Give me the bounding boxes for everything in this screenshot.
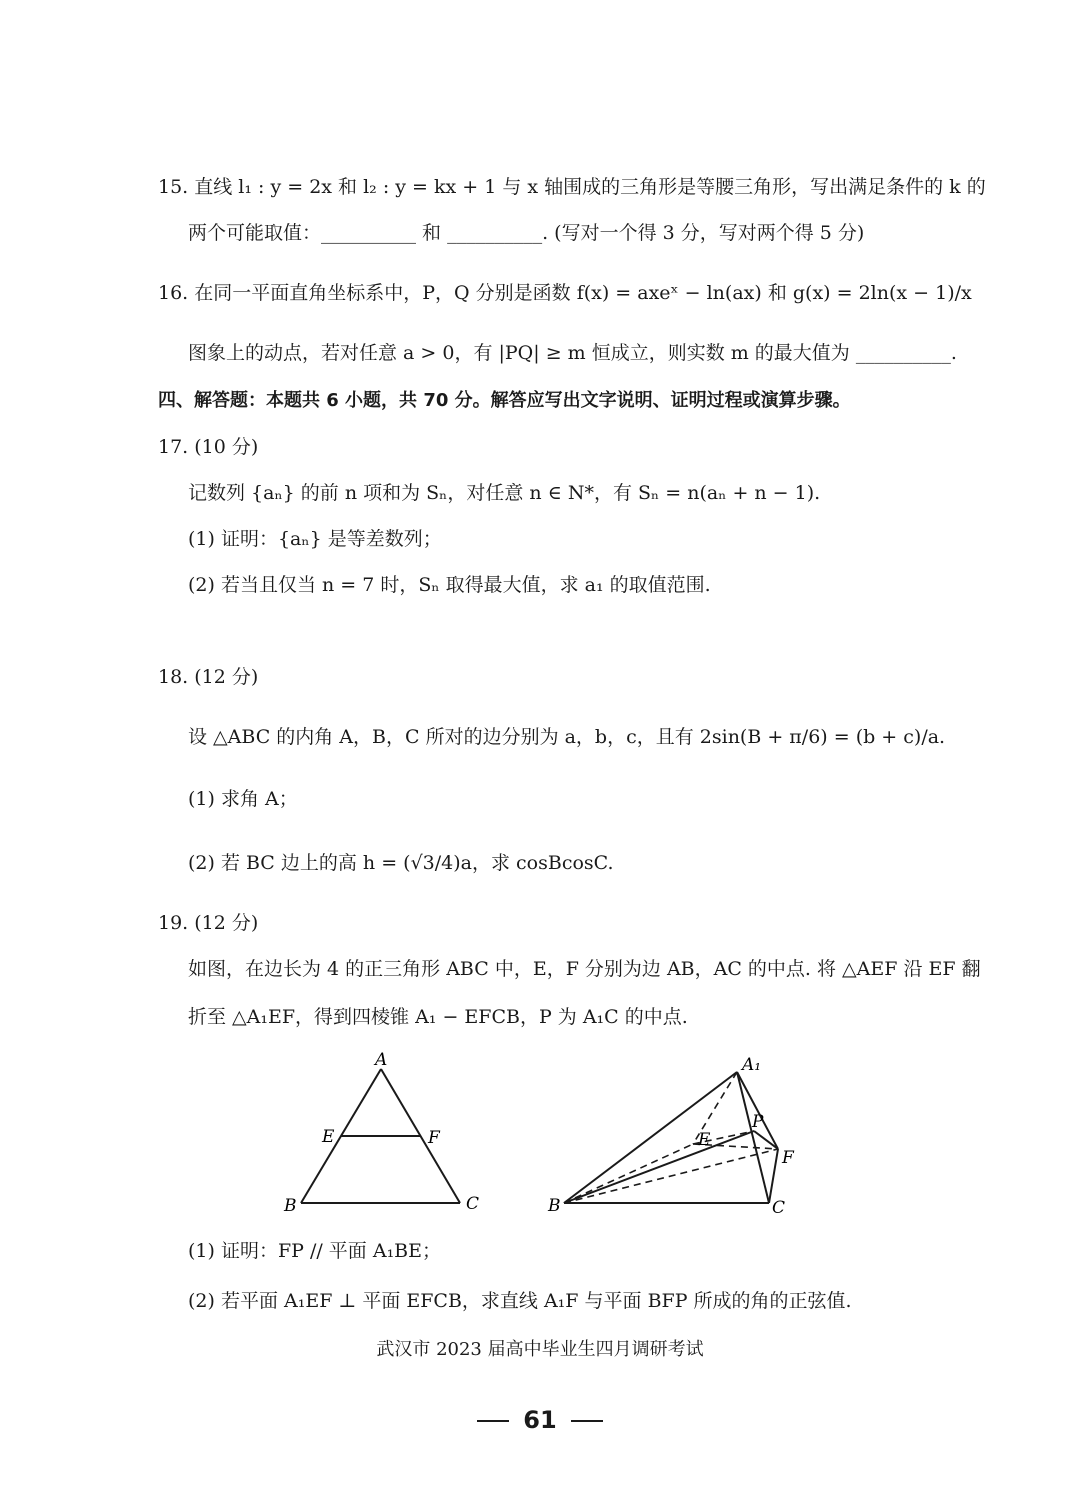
q17-part1: (1) 证明：{aₙ} 是等差数列；: [188, 528, 442, 550]
right-dash: [571, 1420, 603, 1422]
q17-part2: (2) 若当且仅当 n = 7 时，Sₙ 取得最大值，求 a₁ 的取值范围.: [188, 574, 711, 596]
q18-part2: (2) 若 BC 边上的高 h = (√3/4)a，求 cosBcosC.: [188, 852, 614, 874]
q17-heading: 17. (10 分): [158, 436, 259, 458]
section-four-heading: 四、解答题：本题共 6 小题，共 70 分。解答应写出文字说明、证明过程或演算步骤。: [158, 390, 851, 411]
figure-triangle: [270, 1045, 500, 1220]
page-number: 61: [523, 1406, 557, 1434]
q15-line2: 两个可能取值：__________ 和 __________. (写对一个得 3 分，写对两个得 5 分): [188, 222, 865, 244]
label-c: C: [772, 1198, 786, 1218]
q16-line1: 16. 在同一平面直角坐标系中，P，Q 分别是函数 f(x) = axeˣ − ln(ax) 和 g(x) = 2ln(x − 1)/x: [158, 282, 972, 304]
label-a1: A₁: [742, 1055, 762, 1075]
label-e: E: [698, 1130, 711, 1150]
q16-line2: 图象上的动点，若对任意 a > 0，有 |PQ| ≥ m 恒成立，则实数 m 的最大值为 __________.: [188, 342, 957, 364]
exam-footer: 武汉市 2023 届高中毕业生四月调研考试: [376, 1339, 704, 1360]
q19-heading: 19. (12 分): [158, 912, 259, 934]
segment-pf: [754, 1131, 778, 1149]
q19-part2: (2) 若平面 A₁EF ⊥ 平面 EFCB，求直线 A₁F 与平面 BFP 所成的角的正弦值.: [188, 1290, 852, 1312]
edge-fc: [769, 1149, 778, 1203]
label-e: E: [322, 1127, 335, 1147]
label-b: B: [284, 1196, 297, 1216]
page-number-block: [0, 1406, 1080, 1434]
q15-line1: 15. 直线 l₁ : y = 2x 和 l₂ : y = kx + 1 与 x 轴围成的三角形是等腰三角形，写出满足条件的 k 的: [158, 176, 986, 198]
edge-a1f: [737, 1072, 778, 1149]
q18-stem: 设 △ABC 的内角 A，B，C 所对的边分别为 a，b，c，且有 2sin(B + π/6) = (b + c)/a.: [188, 726, 946, 748]
label-a: A: [375, 1050, 388, 1070]
edge-a1b: [564, 1072, 737, 1203]
q19-stem-line1: 如图，在边长为 4 的正三角形 ABC 中，E，F 分别为边 AB，AC 的中点. 将 △AEF 沿 EF 翻: [188, 958, 981, 980]
q18-heading: 18. (12 分): [158, 666, 259, 688]
segment-bp: [564, 1131, 754, 1203]
segment-bf: [564, 1149, 778, 1203]
label-c: C: [466, 1194, 480, 1214]
label-f: F: [428, 1128, 440, 1148]
figure-pyramid: [540, 1045, 820, 1225]
q18-part1: (1) 求角 A；: [188, 788, 298, 810]
left-dash: [477, 1420, 509, 1422]
label-p: P: [752, 1112, 764, 1132]
q19-stem-line2: 折至 △A₁EF，得到四棱锥 A₁ − EFCB，P 为 A₁C 的中点.: [188, 1006, 688, 1028]
label-b: B: [548, 1196, 561, 1216]
edge-be: [564, 1144, 693, 1203]
label-f: F: [782, 1148, 794, 1168]
q19-part1: (1) 证明：FP // 平面 A₁BE；: [188, 1240, 442, 1262]
q17-stem: 记数列 {aₙ} 的前 n 项和为 Sₙ，对任意 n ∈ N*，有 Sₙ = n(aₙ + n − 1).: [188, 482, 821, 504]
